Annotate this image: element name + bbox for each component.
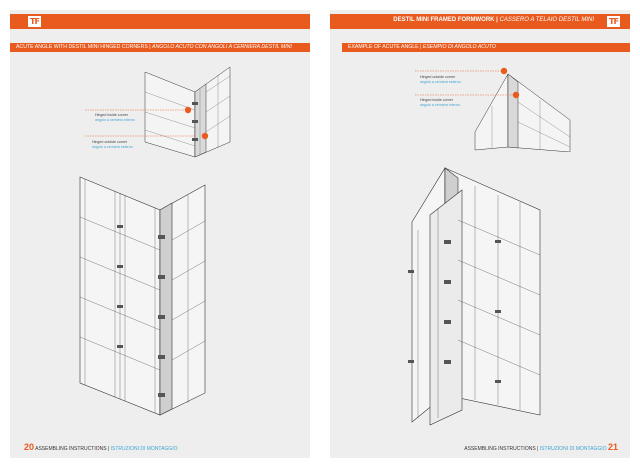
right-callout-outside-corner: Hinged outside corner angolo a cerniera esterno [420, 75, 461, 84]
right-footer: ASSEMBLING INSTRUCTIONS | ISTRUZIONI DI MONTAGGIO 21 [464, 442, 618, 452]
right-section-title: EXAMPLE OF ACUTE ANGLE | ESEMPIO DI ANGOLO ACUTO [342, 43, 630, 52]
document-title: DESTIL MINI FRAMED FORMWORK | CASSERO A TELAIO DESTIL MINI [393, 17, 594, 23]
page-number: 20 [24, 442, 35, 452]
brand-logo: TF [28, 16, 41, 27]
left-callout-inside-corner: Hinged inside corner angolo a cerniera interno [95, 113, 135, 122]
left-callout-leaders [85, 105, 195, 145]
right-main-formwork-drawing [400, 160, 550, 430]
left-header-bar [10, 14, 310, 29]
right-header-bar [330, 14, 630, 29]
page-number: 21 [607, 442, 618, 452]
left-callout-outside-corner: Hinged outside corner angolo a cerniera esterno [92, 140, 133, 149]
right-callout-inside-corner: Hinged inside corner angolo a cerniera interno [420, 98, 460, 107]
brand-logo-right: TF [607, 16, 620, 27]
left-section-title: ACUTE ANGLE WITH DESTIL MINI HINGED CORNERS | ANGOLO ACUTO CON ANGOLI A CERNIERA DESTIL MINI [10, 43, 310, 52]
left-main-formwork-drawing [60, 165, 230, 420]
left-footer: 20 ASSEMBLING INSTRUCTIONS | ISTRUZIONI DI MONTAGGIO [24, 442, 178, 452]
